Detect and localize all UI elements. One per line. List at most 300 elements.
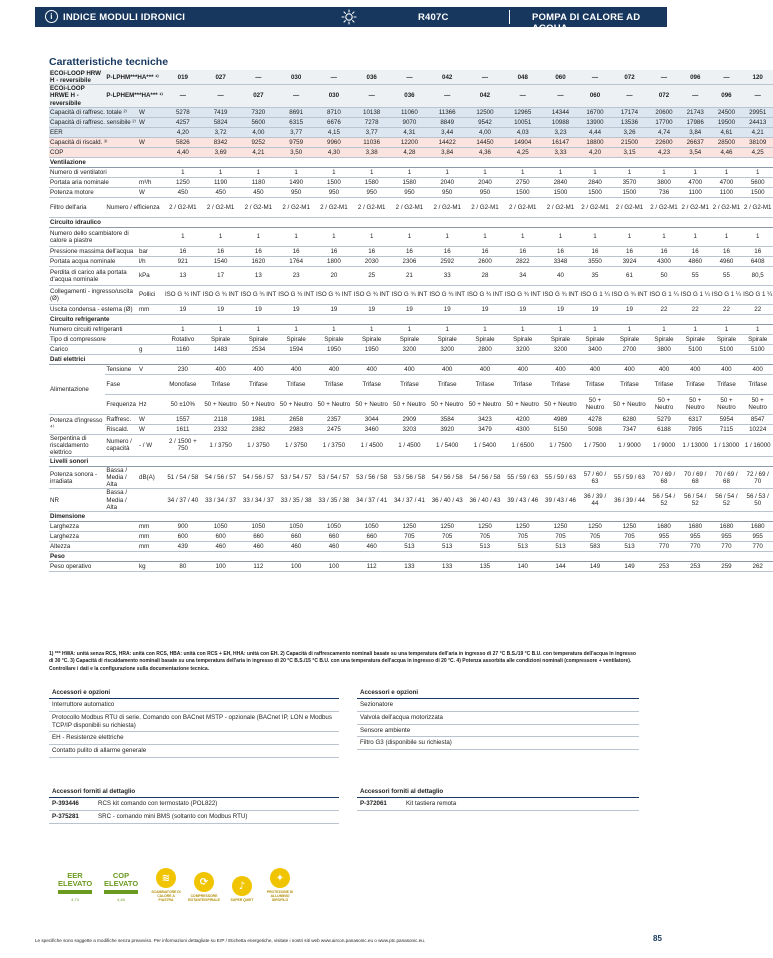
value-cell: 3,54	[680, 147, 711, 157]
value-cell: 2 / G2-M1	[391, 197, 429, 217]
value-cell: —	[239, 70, 277, 85]
value-cell: 513	[428, 541, 466, 551]
value-cell: 12500	[466, 107, 504, 117]
value-cell: 1	[680, 167, 711, 177]
section-heading: Circuito refrigerante	[49, 314, 773, 324]
value-cell: 1	[542, 227, 580, 246]
row-label: Perdita di carico alla portata d'acqua nominale	[49, 266, 137, 285]
index-title[interactable]: INDICE MODULI IDRONICI	[63, 12, 186, 23]
value-cell: 1	[579, 324, 610, 334]
value-cell: 5279	[648, 414, 679, 424]
value-cell: ISO G ¾ INT	[315, 285, 353, 304]
value-cell: 39 / 43 / 46	[542, 489, 580, 511]
value-cell: 1	[391, 167, 429, 177]
value-cell: 50 + Neutro	[202, 394, 240, 414]
row-unit: Pollici	[137, 285, 164, 304]
value-cell: 19	[202, 304, 240, 314]
value-cell: Trifase	[542, 374, 580, 394]
value-cell: 2840	[579, 177, 610, 187]
value-cell: 1 / 3750	[239, 434, 277, 456]
value-cell: 1 / 3750	[202, 434, 240, 456]
value-cell: 1	[239, 324, 277, 334]
value-cell: —	[611, 85, 649, 107]
value-cell: 1	[353, 167, 391, 177]
value-cell: 3584	[428, 414, 466, 424]
value-cell: 1	[504, 227, 542, 246]
value-cell: 18800	[579, 137, 610, 147]
value-cell: 3,77	[353, 127, 391, 137]
table-row	[49, 197, 773, 217]
value-cell: 5278	[164, 107, 202, 117]
value-cell: 14904	[504, 137, 542, 147]
value-cell: Trifase	[277, 374, 315, 394]
value-cell: Spirale	[239, 334, 277, 344]
value-cell: 133	[391, 561, 429, 571]
value-cell: 1160	[164, 344, 202, 354]
value-cell: 1 / 5400	[428, 434, 466, 456]
value-cell: Spirale	[315, 334, 353, 344]
value-cell: 4,00	[239, 127, 277, 137]
value-cell: 21743	[680, 107, 711, 117]
value-cell: 4200	[504, 414, 542, 424]
value-cell: 16	[742, 246, 773, 256]
value-cell: 2 / G2-M1	[202, 197, 240, 217]
value-cell: 3,44	[428, 127, 466, 137]
row-label: Portata acqua nominale	[49, 256, 137, 266]
row-unit: g	[137, 344, 164, 354]
value-cell: 1050	[277, 521, 315, 531]
value-cell: 6315	[277, 117, 315, 127]
table-row	[49, 127, 773, 137]
eer-badge	[58, 872, 92, 902]
value-cell: 17	[202, 266, 240, 285]
table-row	[49, 285, 773, 304]
value-cell: 112	[239, 561, 277, 571]
value-cell: —	[504, 85, 542, 107]
value-cell: 1	[680, 227, 711, 246]
cop-label: COP	[112, 871, 130, 881]
value-cell: Spirale	[504, 334, 542, 344]
value-cell: 23	[277, 266, 315, 285]
value-cell: 1	[466, 167, 504, 177]
header-divider	[509, 10, 510, 24]
value-cell: 1	[611, 167, 649, 177]
row-unit	[137, 127, 164, 137]
value-cell: 2534	[239, 344, 277, 354]
value-cell: 2909	[391, 414, 429, 424]
sun-icon	[341, 9, 357, 25]
value-cell: 50 + Neutro	[391, 394, 429, 414]
value-cell: 2 / G2-M1	[277, 197, 315, 217]
value-cell: 4,15	[315, 127, 353, 137]
value-cell: 13	[164, 266, 202, 285]
value-cell: 583	[579, 541, 610, 551]
row-sublabel: Fase	[105, 374, 137, 394]
value-cell: 36 / 39 / 44	[579, 489, 610, 511]
value-cell: 259	[711, 561, 742, 571]
value-cell: 8547	[742, 414, 773, 424]
value-cell: 5098	[579, 424, 610, 434]
value-cell: 10224	[742, 424, 773, 434]
plate-heat-exchanger-badge	[150, 868, 182, 902]
value-cell: 1	[277, 227, 315, 246]
value-cell: Rotativo	[164, 334, 202, 344]
value-cell: 1490	[277, 177, 315, 187]
value-cell: 1	[466, 227, 504, 246]
value-cell: 4,30	[315, 147, 353, 157]
value-cell: 50 + Neutro	[742, 394, 773, 414]
row-sublabel: Tensione	[105, 364, 137, 374]
eer-label: EER	[67, 871, 83, 881]
model-code: P-LPHM***HA*** ¹⁾	[105, 70, 164, 85]
accessory-code: P-393446	[52, 800, 79, 807]
value-cell: 56 / 54 / 52	[680, 489, 711, 511]
value-cell: 950	[428, 187, 466, 197]
aluminium-protection-badge	[264, 868, 296, 902]
supplied-right	[357, 786, 639, 811]
value-cell: 3,77	[277, 127, 315, 137]
value-cell: 1	[611, 227, 649, 246]
value-cell: —	[579, 70, 610, 85]
value-cell: 1680	[711, 521, 742, 531]
value-cell: 12200	[391, 137, 429, 147]
row-label: Tipo di compressore	[49, 334, 137, 344]
value-cell: 50 + Neutro	[239, 394, 277, 414]
value-cell: 4,46	[711, 147, 742, 157]
cop-bar	[104, 890, 138, 894]
value-cell: 6408	[742, 256, 773, 266]
value-cell: 140	[504, 561, 542, 571]
value-cell: ISO G ¾ INT	[353, 285, 391, 304]
list-item: Contatto pulito di allarme generale	[49, 745, 339, 758]
value-cell: 1250	[504, 521, 542, 531]
value-cell: 7419	[202, 107, 240, 117]
value-cell: 1	[315, 227, 353, 246]
value-cell: 16	[648, 246, 679, 256]
row-unit: mm	[137, 541, 164, 551]
value-cell: 6317	[680, 414, 711, 424]
value-cell: 660	[239, 531, 277, 541]
value-cell: 8710	[315, 107, 353, 117]
value-cell: 460	[277, 541, 315, 551]
value-cell: 1	[428, 324, 466, 334]
value-cell: 950	[315, 187, 353, 197]
value-cell: 8849	[428, 117, 466, 127]
row-sublabel: Riscald.	[105, 424, 137, 434]
value-cell: 513	[611, 541, 649, 551]
table-row	[49, 227, 773, 246]
value-cell: 16	[164, 246, 202, 256]
value-cell: 19	[611, 304, 649, 314]
value-cell: 4,20	[579, 147, 610, 157]
row-label: Potenza sonora - irradiata	[49, 467, 105, 489]
value-cell: 50 + Neutro	[542, 394, 580, 414]
value-cell: 400	[680, 364, 711, 374]
value-cell: 3200	[391, 344, 429, 354]
row-unit	[137, 324, 164, 334]
row-label: Larghezza	[49, 531, 137, 541]
value-cell: 53 / 54 / 57	[277, 467, 315, 489]
value-cell: 4300	[648, 256, 679, 266]
value-cell: 25	[353, 266, 391, 285]
value-cell: 096	[680, 70, 711, 85]
value-cell: 17700	[648, 117, 679, 127]
value-cell: 5824	[202, 117, 240, 127]
value-cell: 262	[742, 561, 773, 571]
value-cell: 4700	[680, 177, 711, 187]
value-cell: 12965	[504, 107, 542, 117]
value-cell: 400	[277, 364, 315, 374]
value-cell: 54 / 56 / 58	[466, 467, 504, 489]
row-label: Carico	[49, 344, 137, 354]
value-cell: 34 / 37 / 41	[353, 489, 391, 511]
accessories-left	[49, 687, 339, 758]
accessory-code: P-375281	[52, 812, 79, 820]
value-cell: 2040	[466, 177, 504, 187]
value-cell: 3200	[504, 344, 542, 354]
table-row	[49, 266, 773, 285]
value-cell: 4,61	[711, 127, 742, 137]
table-row	[49, 541, 773, 551]
value-cell: 400	[742, 364, 773, 374]
section-heading: Livelli sonori	[49, 457, 773, 467]
value-cell: Spirale	[542, 334, 580, 344]
value-cell: 5954	[711, 414, 742, 424]
section-heading: Dati elettrici	[49, 354, 773, 364]
value-cell: Trifase	[680, 374, 711, 394]
badge-label: SUPER QUIET	[230, 898, 254, 903]
value-cell: 5600	[239, 117, 277, 127]
table-row	[49, 314, 773, 324]
value-cell: 22600	[648, 137, 679, 147]
value-cell: 513	[391, 541, 429, 551]
value-cell: 10051	[504, 117, 542, 127]
value-cell: ISO G ¾ INT	[504, 285, 542, 304]
row-label: Numero di ventilatori	[49, 167, 137, 177]
value-cell: 1050	[202, 521, 240, 531]
value-cell: 2332	[202, 424, 240, 434]
value-cell: 1680	[648, 521, 679, 531]
value-cell: 1	[579, 227, 610, 246]
value-cell: —	[353, 85, 391, 107]
value-cell: 10988	[542, 117, 580, 127]
value-cell: 4860	[680, 256, 711, 266]
value-cell: 19	[391, 304, 429, 314]
value-cell: 14344	[542, 107, 580, 117]
value-cell: 2 / G2-M1	[742, 197, 773, 217]
value-cell: 1	[542, 324, 580, 334]
value-cell: 3,72	[202, 127, 240, 137]
value-cell: 50 + Neutro	[579, 394, 610, 414]
value-cell: 600	[202, 531, 240, 541]
value-cell: 060	[542, 70, 580, 85]
value-cell: 1500	[742, 187, 773, 197]
value-cell: 1800	[315, 256, 353, 266]
list-item: EH - Resistenze elettriche	[49, 732, 339, 745]
value-cell: 14450	[466, 137, 504, 147]
value-cell: 955	[648, 531, 679, 541]
value-cell: 1680	[742, 521, 773, 531]
value-cell: 16	[611, 246, 649, 256]
value-cell: 5150	[542, 424, 580, 434]
value-cell: 55	[711, 266, 742, 285]
value-cell: 1250	[611, 521, 649, 531]
row-sublabel: Raffresc.	[105, 414, 137, 424]
row-label: Potenza d'ingresso ⁴⁾	[49, 414, 105, 434]
value-cell: 1	[648, 227, 679, 246]
value-cell: 16	[542, 246, 580, 256]
row-unit	[137, 167, 164, 177]
value-cell: 1 / 5400	[466, 434, 504, 456]
value-cell: Spirale	[742, 334, 773, 344]
value-cell: 1 / 6500	[504, 434, 542, 456]
row-unit: l/h	[137, 256, 164, 266]
value-cell: 70 / 69 / 68	[648, 467, 679, 489]
value-cell: —	[277, 85, 315, 107]
section-heading: Circuito idraulico	[49, 217, 773, 227]
value-cell: 26637	[680, 137, 711, 147]
row-unit: W	[137, 424, 164, 434]
value-cell: 253	[648, 561, 679, 571]
value-cell: 1580	[391, 177, 429, 187]
value-cell: 19	[579, 304, 610, 314]
value-cell: 253	[680, 561, 711, 571]
table-row	[49, 457, 773, 467]
value-cell: 19	[466, 304, 504, 314]
value-cell: 6188	[648, 424, 679, 434]
disclaimer: Le specifiche sono soggette a modifiche senza preavviso. Per informazioni dettagliate su ErP / Etichetta energetiche, visitate i nostri siti web www.aircon.panasonic.eu o www.ptc.panasonic.eu.	[35, 938, 426, 943]
value-cell: 53 / 56 / 58	[353, 467, 391, 489]
table-row	[49, 117, 773, 127]
badge-label: COMPRESSORE ROTANTE/SPIRALE	[188, 894, 220, 903]
value-cell: 4,25	[504, 147, 542, 157]
value-cell: 16	[504, 246, 542, 256]
value-cell: 1764	[277, 256, 315, 266]
value-cell: Trifase	[611, 374, 649, 394]
value-cell: 1580	[353, 177, 391, 187]
value-cell: 400	[504, 364, 542, 374]
value-cell: ISO G 1 ¼	[648, 285, 679, 304]
value-cell: Trifase	[504, 374, 542, 394]
value-cell: 705	[579, 531, 610, 541]
value-cell: 1	[711, 167, 742, 177]
value-cell: 955	[742, 531, 773, 541]
value-cell: 100	[277, 561, 315, 571]
value-cell: Spirale	[277, 334, 315, 344]
value-cell: Trifase	[711, 374, 742, 394]
value-cell: 770	[648, 541, 679, 551]
value-cell: 400	[315, 364, 353, 374]
value-cell: Spirale	[428, 334, 466, 344]
value-cell: 600	[164, 531, 202, 541]
value-cell: 1100	[711, 187, 742, 197]
value-cell: 3,84	[428, 147, 466, 157]
value-cell: 400	[428, 364, 466, 374]
row-unit	[137, 147, 164, 157]
row-label: Collegamenti - ingresso/uscita (Ø)	[49, 285, 137, 304]
value-cell: 705	[611, 531, 649, 541]
value-cell: 11036	[353, 137, 391, 147]
value-cell: 3044	[353, 414, 391, 424]
value-cell: 36 / 39 / 44	[611, 489, 649, 511]
value-cell: 22	[742, 304, 773, 314]
model-code: P-LPHEM***HA*** ¹⁾	[105, 85, 164, 107]
row-label: Peso operativo	[49, 561, 137, 571]
value-cell: 3570	[611, 177, 649, 187]
row-label: COP	[49, 147, 137, 157]
value-cell: 13	[239, 266, 277, 285]
category-label: POMPA DI CALORE AD ACQUA	[532, 12, 641, 34]
value-cell: 50 ±10%	[164, 394, 202, 414]
value-cell: 096	[711, 85, 742, 107]
supplied-title: Accessori forniti al dettaglio	[49, 786, 339, 798]
row-unit: W	[137, 414, 164, 424]
value-cell: 1180	[239, 177, 277, 187]
value-cell: 13536	[611, 117, 649, 127]
value-cell: 1	[202, 227, 240, 246]
row-sublabel: Bassa / Media / Alta	[105, 489, 137, 511]
value-cell: 1	[315, 167, 353, 177]
value-cell: Trifase	[315, 374, 353, 394]
value-cell: 1 / 7500	[579, 434, 610, 456]
value-cell: ISO G ¾ INT	[239, 285, 277, 304]
table-row	[49, 187, 773, 197]
value-cell: 149	[579, 561, 610, 571]
value-cell: 4278	[579, 414, 610, 424]
value-cell: 4,23	[648, 147, 679, 157]
value-cell: 1620	[239, 256, 277, 266]
value-cell: 2658	[277, 414, 315, 424]
value-cell: 7278	[353, 117, 391, 127]
value-cell: 50 + Neutro	[315, 394, 353, 414]
value-cell: 19	[315, 304, 353, 314]
value-cell: 50 + Neutro	[611, 394, 649, 414]
list-item: Sezionatore	[357, 699, 639, 712]
footnote: 1) *** HWA: unità senza RCS, HRA: unità con RCS, HBA: unità con RCS + EH, HHA: unità con EH. 2) Capacità di raffrescamento nominali basate su una temperatura dell'aria in ingresso di 27 °C B.S./19 °C B.U. con temperatura dell'acqua in ingresso di 30 °C. 3) Capacità di riscaldamento nominali basate su una temperatura dell'aria in ingresso di 20 °C B.S./15 °C B.U. con una temperatura dell'acqua in ingresso di 20 °C. 4) Potenza assorbita alle condizioni nominali (compressore + ventilatore). Controllare i dati e la configurazione sulla documentazione tecnica.	[49, 651, 636, 672]
value-cell: 11060	[391, 107, 429, 117]
super-quiet-badge	[226, 876, 258, 902]
value-cell: 705	[391, 531, 429, 541]
value-cell: 54 / 56 / 58	[428, 467, 466, 489]
row-label: NR	[49, 489, 105, 511]
value-cell: Spirale	[353, 334, 391, 344]
value-cell: —	[466, 70, 504, 85]
value-cell: ISO G ¾ INT	[466, 285, 504, 304]
value-cell: 2822	[504, 256, 542, 266]
value-cell: 3200	[428, 344, 466, 354]
table-row	[49, 489, 773, 511]
value-cell: 3,23	[542, 127, 580, 137]
value-cell: 513	[542, 541, 580, 551]
table-row	[49, 354, 773, 364]
row-unit: Hz	[137, 394, 164, 414]
row-unit: W	[137, 107, 164, 117]
value-cell: 54 / 56 / 57	[202, 467, 240, 489]
value-cell: 4257	[164, 117, 202, 127]
row-unit: - / W	[137, 434, 164, 456]
value-cell: 33	[428, 266, 466, 285]
row-sublabel: Bassa / Media / Alta	[105, 467, 137, 489]
table-row	[49, 167, 773, 177]
section-heading: Peso	[49, 551, 773, 561]
value-cell: Spirale	[466, 334, 504, 344]
value-cell: 20600	[648, 107, 679, 117]
eer-bar	[58, 890, 92, 894]
table-row	[49, 364, 773, 374]
value-cell: 1483	[202, 344, 240, 354]
value-cell: 1 / 3750	[277, 434, 315, 456]
value-cell: Spirale	[579, 334, 610, 344]
